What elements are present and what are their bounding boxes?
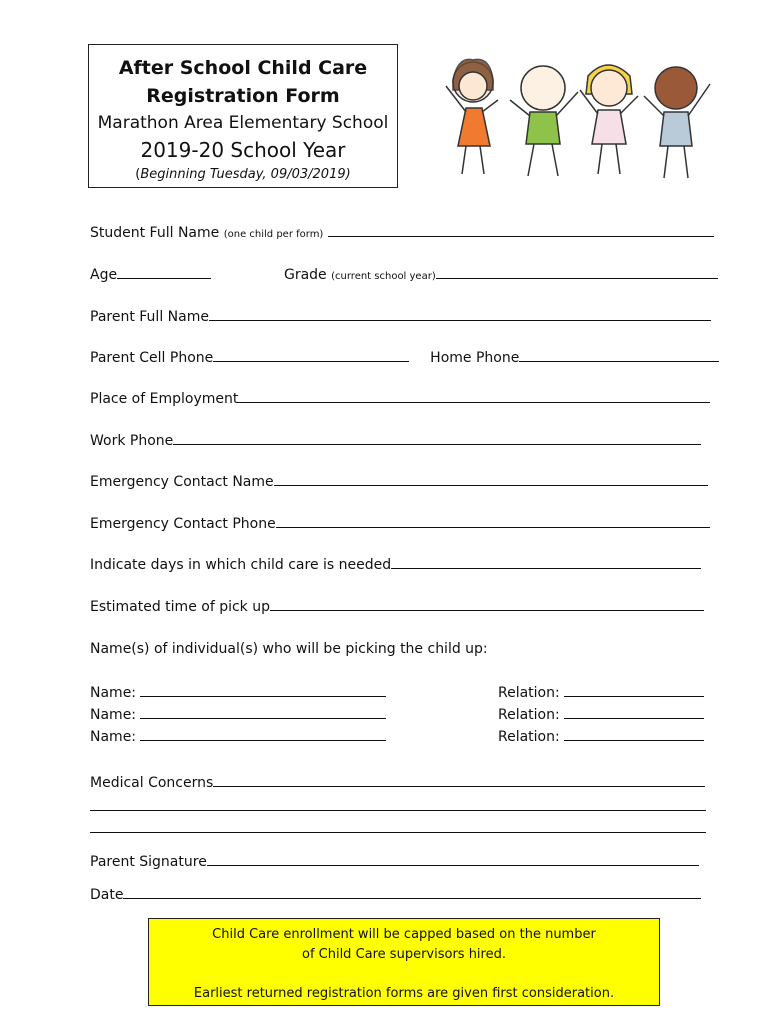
employment-field[interactable] [238,390,710,403]
medical-line-3[interactable] [90,832,706,833]
date-label: Date [90,887,124,903]
student-name-label: Student Full Name [90,225,220,241]
relation-label: Relation: [498,685,560,701]
emergency-phone-field[interactable] [276,515,710,528]
parent-name-row [90,308,711,325]
title-box [88,44,398,188]
grade-field[interactable] [436,266,718,279]
emergency-phone-label: Emergency Contact Phone [90,516,276,532]
student-name-note: (one child per form) [223,229,324,240]
pickup-time-field[interactable] [270,598,704,611]
parent-name-field[interactable] [209,308,711,321]
start-date: (Beginning Tuesday, 09/03/2019) [135,167,351,182]
school-name: Marathon Area Elementary School [97,113,389,133]
work-phone-field[interactable] [173,432,701,445]
relation-3 [498,728,704,745]
employment-row [90,390,710,407]
grade-note: (current school year) [331,271,436,282]
age-grade-row [90,266,718,283]
pickup-name-3 [90,728,386,745]
medical-field[interactable] [213,774,705,787]
relation-field[interactable] [564,684,704,697]
pickup-time-label: Estimated time of pick up [90,599,270,615]
days-field[interactable] [391,556,701,569]
relation-1 [498,684,704,701]
date-field[interactable] [123,886,701,899]
student-name-field[interactable] [328,224,714,237]
relation-label: Relation: [498,729,560,745]
emergency-phone-row [90,515,710,532]
enrollment-notice [148,918,660,1006]
days-row [90,556,701,573]
grade-label: Grade [283,267,327,283]
pickup-names-heading: Name(s) of individual(s) who will be picking the child up: [90,641,488,657]
relation-field[interactable] [564,706,704,719]
name-label: Name: [90,729,137,745]
emergency-name-label: Emergency Contact Name [90,474,274,490]
signature-label: Parent Signature [90,854,207,870]
home-phone-field[interactable] [519,349,719,362]
parent-name-label: Parent Full Name [90,309,209,325]
work-phone-label: Work Phone [90,433,174,449]
medical-row [90,774,705,791]
employment-label: Place of Employment [90,391,239,407]
notice-line3: Earliest returned registration forms are given first consideration. [193,986,615,1001]
name-label: Name: [90,685,137,701]
phone-row [90,349,719,366]
age-label: Age [90,267,118,283]
pickup-time-row [90,598,704,615]
emergency-name-field[interactable] [274,473,708,486]
form-title-line1: After School Child Care [118,57,368,79]
form-title-line2: Registration Form [146,85,340,107]
school-year: 2019-20 School Year [140,138,346,162]
work-phone-row [90,432,701,449]
name-field[interactable] [140,706,386,719]
notice-line1: Child Care enrollment will be capped based on the number [212,927,596,942]
age-field[interactable] [117,266,211,279]
relation-2 [498,706,704,723]
cell-phone-label: Parent Cell Phone [90,350,214,366]
pickup-name-2 [90,706,386,723]
notice-line2: of Child Care supervisors hired. [301,947,506,962]
cell-phone-field[interactable] [213,349,409,362]
signature-field[interactable] [207,853,699,866]
name-label: Name: [90,707,137,723]
days-label: Indicate days in which child care is needed [90,557,392,573]
relation-label: Relation: [498,707,560,723]
name-field[interactable] [140,684,386,697]
home-phone-label: Home Phone [430,350,520,366]
date-row [90,886,701,903]
medical-label: Medical Concerns [90,775,214,791]
children-illustration [438,50,728,190]
relation-field[interactable] [564,728,704,741]
student-name-row [90,224,714,241]
emergency-name-row [90,473,708,490]
pickup-name-1 [90,684,386,701]
medical-line-2[interactable] [90,810,706,811]
signature-row [90,853,699,870]
name-field[interactable] [140,728,386,741]
